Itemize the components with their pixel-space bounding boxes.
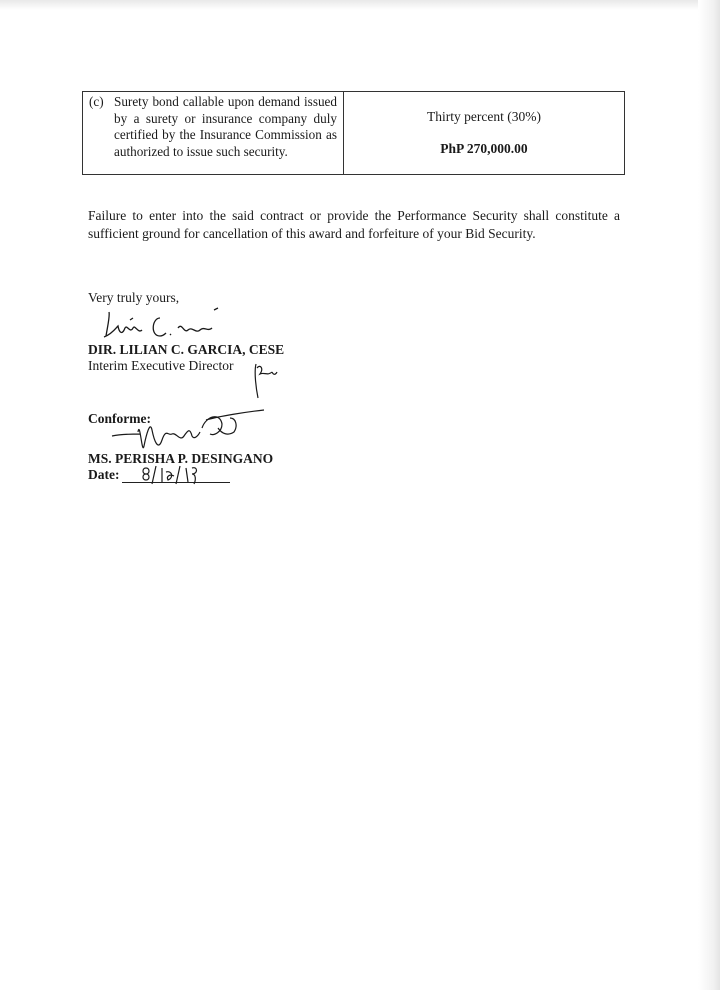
percentage-text: Thirty percent (30%) [427,109,541,124]
scan-edge-right [698,0,720,990]
initial-mark-icon [250,358,280,402]
security-amount-cell [344,92,624,174]
handwritten-date-icon [138,464,208,486]
conforme-name: MS. PERISHA P. DESINGANO [88,451,274,466]
closing-text: Very truly yours, [88,290,180,305]
director-signature-icon [100,306,240,344]
body-paragraph: Failure to enter into the said contract or provide the Performance Security shall constitute a sufficient ground for cancellation of this award and forfeiture of your Bid Security. [88,208,620,241]
item-description: Surety bond callable upon demand issued by a surety or insurance company duly certified by the Insurance Commission as authorized to issue such security. [114,94,337,159]
amount-text: PhP 270,000.00 [440,141,528,156]
signatory-title: Interim Executive Director [88,358,234,373]
conforme-label: Conforme: [88,411,151,426]
item-letter: (c) [89,94,104,109]
date-label: Date: [88,467,120,482]
scan-edge-top [0,0,720,10]
signatory-name: DIR. LILIAN C. GARCIA, CESE [88,342,285,357]
security-table [82,91,625,175]
security-form-cell [83,92,344,174]
